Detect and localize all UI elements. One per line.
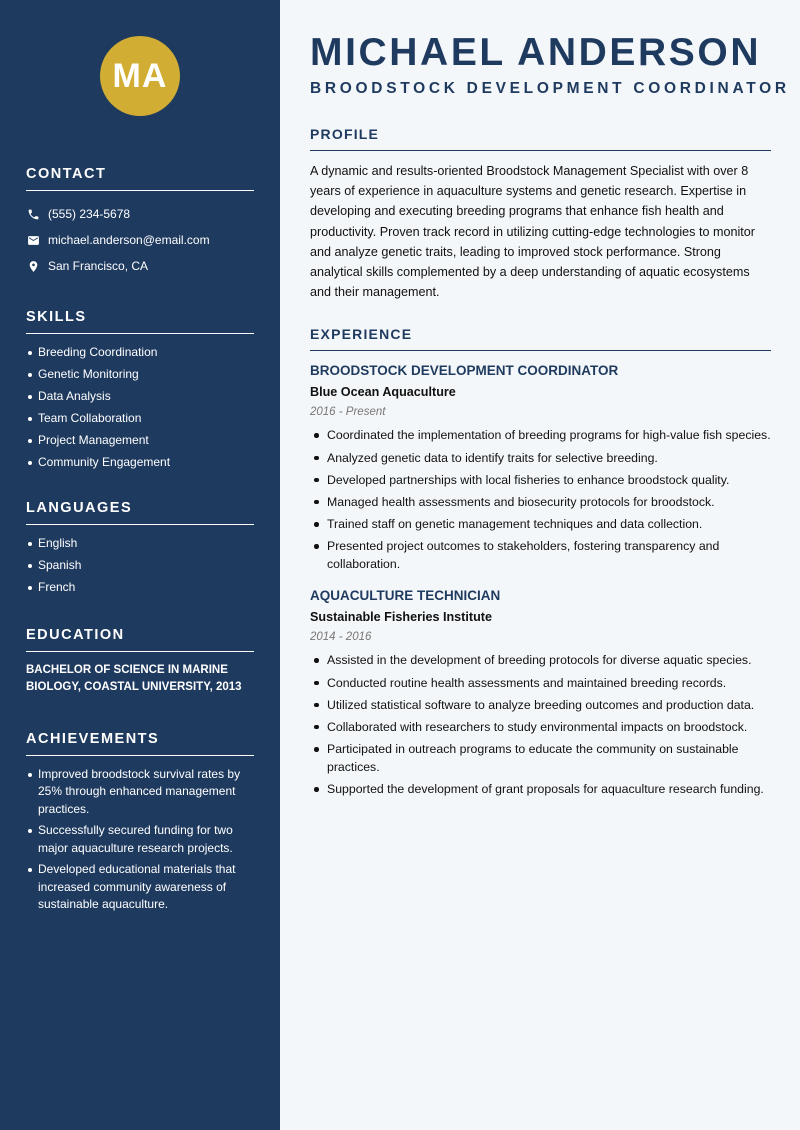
skills-list	[26, 344, 254, 472]
job-bullet: Trained staff on genetic management techniques and data collection.	[310, 515, 771, 533]
job-entry	[310, 588, 771, 798]
skills-heading: SKILLS	[26, 309, 254, 334]
main-content	[280, 0, 800, 1130]
contact-email-text[interactable]: michael.anderson@email.com	[48, 233, 210, 247]
skill-item: Project Management	[26, 432, 254, 450]
skill-item: Community Engagement	[26, 454, 254, 472]
skill-item: Genetic Monitoring	[26, 366, 254, 384]
job-bullet: Collaborated with researchers to study environmental impacts on broodstock.	[310, 718, 771, 736]
company-name: Sustainable Fisheries Institute	[310, 610, 492, 625]
job-bullet: Utilized statistical software to analyze breeding outcomes and production data.	[310, 696, 771, 714]
job-dates: 2016 - Present	[310, 406, 386, 419]
achievements-list	[26, 766, 254, 914]
email-icon	[26, 233, 40, 247]
job-bullet: Presented project outcomes to stakeholders, fostering transparency and collaboration.	[310, 537, 771, 573]
skill-item: Data Analysis	[26, 388, 254, 406]
achievements-heading: ACHIEVEMENTS	[26, 731, 254, 756]
achievements-section	[26, 731, 254, 914]
contact-location	[26, 253, 254, 279]
education-degree: BACHELOR OF SCIENCE IN MARINE BIOLOGY, COASTAL UNIVERSITY, 2013	[26, 663, 242, 694]
job-entry	[310, 363, 771, 573]
contact-list	[26, 201, 254, 279]
job-bullet: Supported the development of grant proposals for aquaculture research funding.	[310, 780, 771, 798]
contact-location-text: San Francisco, CA	[48, 259, 149, 273]
candidate-title: BROODSTOCK DEVELOPMENT COORDINATOR	[310, 80, 790, 97]
achievement-item: Improved broodstock survival rates by 25% through enhanced management practices.	[26, 766, 254, 819]
education-section	[26, 627, 254, 697]
job-bullet: Conducted routine health assessments and maintained breeding records.	[310, 674, 771, 692]
contact-phone-text[interactable]: (555) 234-5678	[48, 207, 131, 221]
languages-list	[26, 535, 254, 597]
education-heading: EDUCATION	[26, 627, 254, 652]
avatar: MA	[100, 36, 180, 116]
job-title: BROODSTOCK DEVELOPMENT COORDINATOR	[310, 363, 619, 379]
profile-section	[310, 126, 771, 302]
sidebar	[0, 0, 280, 1130]
language-item: French	[26, 579, 254, 597]
skill-item: Team Collaboration	[26, 410, 254, 428]
languages-heading: LANGUAGES	[26, 500, 254, 525]
languages-section	[26, 500, 254, 597]
job-bullet: Developed partnerships with local fisheries to enhance broodstock quality.	[310, 471, 771, 489]
experience-heading: EXPERIENCE	[310, 326, 771, 351]
job-bullets	[310, 651, 771, 798]
achievement-item: Successfully secured funding for two major aquaculture research projects.	[26, 822, 254, 857]
location-pin-icon	[26, 259, 40, 273]
job-bullets	[310, 426, 771, 573]
contact-phone	[26, 201, 254, 227]
skill-item: Breeding Coordination	[26, 344, 254, 362]
profile-summary: A dynamic and results-oriented Broodstock Management Specialist with over 8 years of experience in aquaculture systems and genetic research. Expertise in developing and executing breeding programs that enhance fish health and productivity. Proven track record in utilizing cutting-edge technologies to monitor and analyze genetic traits, leading to improved stock performance. Strong analytical skills complemented by a deep understanding of aquatic ecosystems and their management.	[310, 164, 755, 300]
profile-heading: PROFILE	[310, 126, 771, 151]
skills-section	[26, 309, 254, 472]
contact-section	[26, 166, 254, 279]
experience-section	[310, 326, 771, 798]
job-bullet: Managed health assessments and biosecurity protocols for broodstock.	[310, 493, 771, 511]
language-item: Spanish	[26, 557, 254, 575]
job-bullet: Participated in outreach programs to educate the community on sustainable practices.	[310, 740, 771, 776]
phone-icon	[26, 207, 40, 221]
company-name: Blue Ocean Aquaculture	[310, 385, 456, 400]
contact-heading: CONTACT	[26, 166, 254, 191]
job-title: AQUACULTURE TECHNICIAN	[310, 588, 501, 604]
language-item: English	[26, 535, 254, 553]
achievement-item: Developed educational materials that increased community awareness of sustainable aquaculture.	[26, 861, 254, 914]
candidate-name: MICHAEL ANDERSON	[310, 31, 762, 74]
contact-email	[26, 227, 254, 253]
job-bullet: Analyzed genetic data to identify traits for selective breeding.	[310, 449, 771, 467]
job-bullet: Coordinated the implementation of breeding programs for high-value fish species.	[310, 426, 771, 444]
job-bullet: Assisted in the development of breeding protocols for diverse aquatic species.	[310, 651, 771, 669]
job-dates: 2014 - 2016	[310, 631, 372, 644]
